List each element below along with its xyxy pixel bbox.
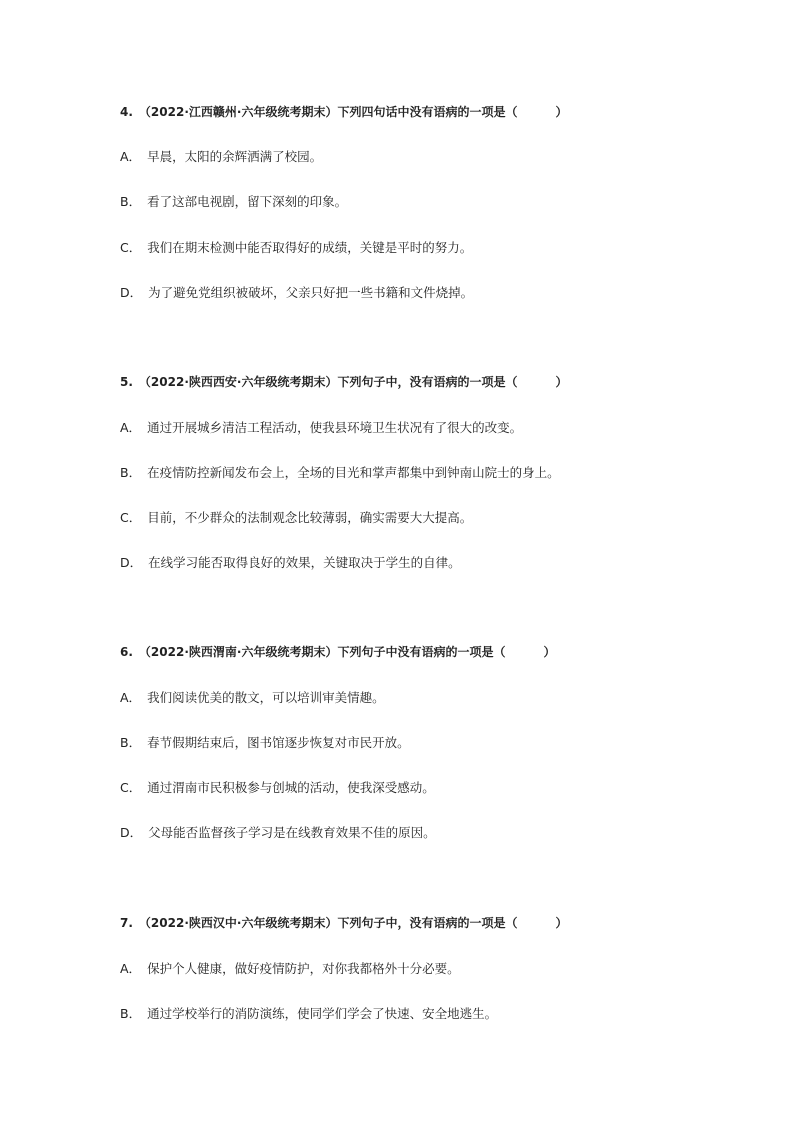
option-letter: B． xyxy=(120,735,142,750)
question-stem xyxy=(120,643,680,661)
option-letter: D． xyxy=(120,825,143,840)
question-number: 5. xyxy=(120,375,133,389)
option-text: 我们在期末检测中能否取得好的成绩，关键是平时的努力。 xyxy=(147,240,473,255)
option-letter: D． xyxy=(120,285,143,300)
option-a xyxy=(120,148,322,166)
answer-paren-open: （ xyxy=(505,375,518,389)
question-4 xyxy=(120,103,680,300)
question-6 xyxy=(120,643,680,840)
option-text: 看了这部电视剧，留下深刻的印象。 xyxy=(147,194,348,209)
question-7 xyxy=(120,914,680,1021)
question-number: 6. xyxy=(120,645,133,659)
answer-paren-close: ） xyxy=(555,375,568,389)
option-letter: B． xyxy=(120,465,142,480)
question-source: （2022·陕西西安·六年级统考期末） xyxy=(138,375,338,389)
option-letter: C． xyxy=(120,780,142,795)
option-text: 在疫情防控新闻发布会上，全场的目光和掌声都集中到钟南山院士的身上。 xyxy=(147,465,560,480)
option-letter: A． xyxy=(120,420,142,435)
question-text: 下列四句话中没有语病的一项是 xyxy=(337,105,506,119)
question-text: 下列句子中，没有语病的一项是 xyxy=(337,916,506,930)
option-text: 春节假期结束后，图书馆逐步恢复对市民开放。 xyxy=(147,735,410,750)
option-a xyxy=(120,960,460,978)
option-text: 保护个人健康，做好疫情防护，对你我都格外十分必要。 xyxy=(147,961,460,976)
option-letter: A． xyxy=(120,690,142,705)
option-c xyxy=(120,509,472,527)
answer-paren-close: ） xyxy=(555,916,568,930)
option-text: 为了避免党组织被破坏，父亲只好把一些书籍和文件烧掉。 xyxy=(148,285,474,300)
option-d xyxy=(120,824,436,842)
question-source: （2022·江西赣州·六年级统考期末） xyxy=(138,105,338,119)
option-letter: B． xyxy=(120,1006,142,1021)
option-letter: C． xyxy=(120,510,142,525)
question-number: 4. xyxy=(120,105,133,119)
question-source: （2022·陕西渭南·六年级统考期末） xyxy=(138,645,338,659)
option-text: 在线学习能否取得良好的效果，关键取决于学生的自律。 xyxy=(148,555,461,570)
option-c xyxy=(120,779,435,797)
option-a xyxy=(120,419,522,437)
option-b xyxy=(120,1005,497,1023)
option-b xyxy=(120,734,410,752)
option-letter: A． xyxy=(120,149,142,164)
option-text: 我们阅读优美的散文，可以培训审美情趣。 xyxy=(147,690,385,705)
option-b xyxy=(120,464,560,482)
answer-paren-close: ） xyxy=(555,105,568,119)
option-d xyxy=(120,554,461,572)
option-letter: A． xyxy=(120,961,142,976)
option-d xyxy=(120,284,473,302)
question-source: （2022·陕西汉中·六年级统考期末） xyxy=(138,916,338,930)
option-text: 通过学校举行的消防演练，使同学们学会了快速、安全地逃生。 xyxy=(147,1006,498,1021)
option-b xyxy=(120,193,347,211)
question-text: 下列句子中没有语病的一项是 xyxy=(337,645,494,659)
question-stem xyxy=(120,373,680,391)
option-text: 早晨，太阳的余辉洒满了校园。 xyxy=(147,149,323,164)
option-text: 目前，不少群众的法制观念比较薄弱，确实需要大大提高。 xyxy=(147,510,473,525)
option-letter: D． xyxy=(120,555,143,570)
option-text: 父母能否监督孩子学习是在线教育效果不佳的原因。 xyxy=(148,825,436,840)
option-letter: B． xyxy=(120,194,142,209)
option-c xyxy=(120,239,472,257)
option-text: 通过渭南市民积极参与创城的活动，使我深受感动。 xyxy=(147,780,435,795)
answer-paren-open: （ xyxy=(505,105,518,119)
answer-paren-open: （ xyxy=(505,916,518,930)
answer-paren-open: （ xyxy=(493,645,506,659)
question-5 xyxy=(120,373,680,570)
answer-paren-close: ） xyxy=(543,645,556,659)
question-text: 下列句子中，没有语病的一项是 xyxy=(337,375,506,389)
option-a xyxy=(120,689,385,707)
question-stem xyxy=(120,103,680,121)
option-letter: C． xyxy=(120,240,142,255)
question-number: 7. xyxy=(120,916,133,930)
question-stem xyxy=(120,914,680,932)
option-text: 通过开展城乡清洁工程活动，使我县环境卫生状况有了很大的改变。 xyxy=(147,420,523,435)
